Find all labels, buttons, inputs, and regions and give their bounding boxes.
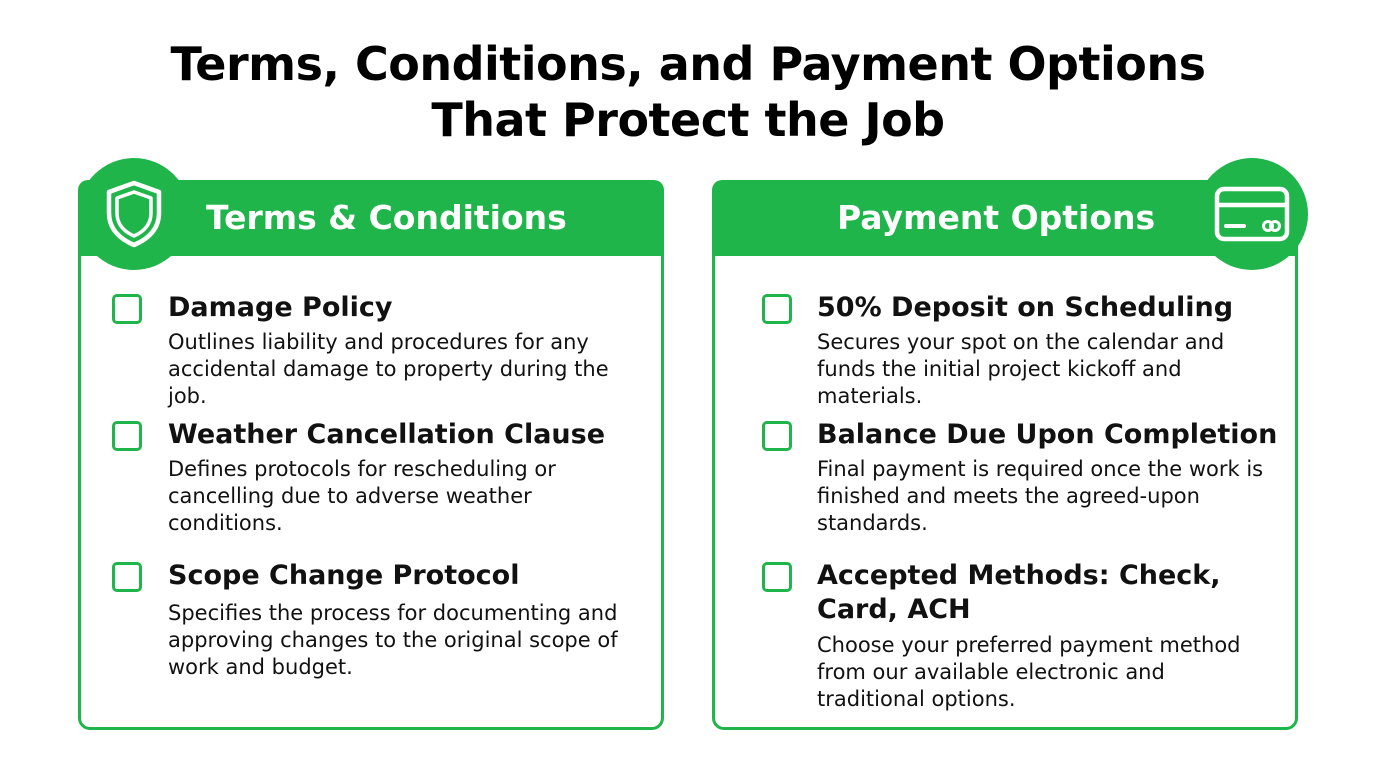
terms-item-description: Outlines liability and procedures for any accidental damage to property during the job. [168,330,609,408]
credit-card-icon [1214,186,1290,242]
checkbox[interactable] [112,562,142,592]
payment-badge [1196,158,1308,270]
payment-item-title: Balance Due Upon Completion [817,419,1278,450]
shield-icon [103,179,165,249]
page-title [0,36,1376,148]
terms-item-title: Damage Policy [168,292,393,323]
terms-item-description: Defines protocols for rescheduling or cancelling due to adverse weather conditions. [168,457,556,535]
page-title-line-2: That Protect the Job [431,93,945,147]
terms-badge [78,158,190,270]
payment-heading: Payment Options [837,198,1156,237]
payment-item-title: Accepted Methods: Check, Card, ACH [817,560,1221,625]
terms-item-title: Weather Cancellation Clause [168,419,606,450]
payment-item-title: 50% Deposit on Scheduling [817,292,1234,323]
terms-panel [78,180,664,730]
payment-panel [712,180,1298,730]
payment-item-description: Secures your spot on the calendar and funds the initial project kickoff and materials. [817,330,1225,408]
checkbox[interactable] [112,294,142,324]
checkbox[interactable] [112,421,142,451]
checkbox[interactable] [762,562,792,592]
payment-item-description: Choose your preferred payment method from our available electronic and traditional options. [817,633,1241,711]
payment-item-description: Final payment is required once the work is finished and meets the agreed-upon standards. [817,457,1264,535]
page-title-line-1: Terms, Conditions, and Payment Options [170,37,1206,91]
terms-heading: Terms & Conditions [206,198,567,237]
checkbox[interactable] [762,421,792,451]
checkbox[interactable] [762,294,792,324]
terms-item-description: Specifies the process for documenting and approving changes to the original scope of work and budget. [168,601,618,679]
terms-item-title: Scope Change Protocol [168,560,520,591]
